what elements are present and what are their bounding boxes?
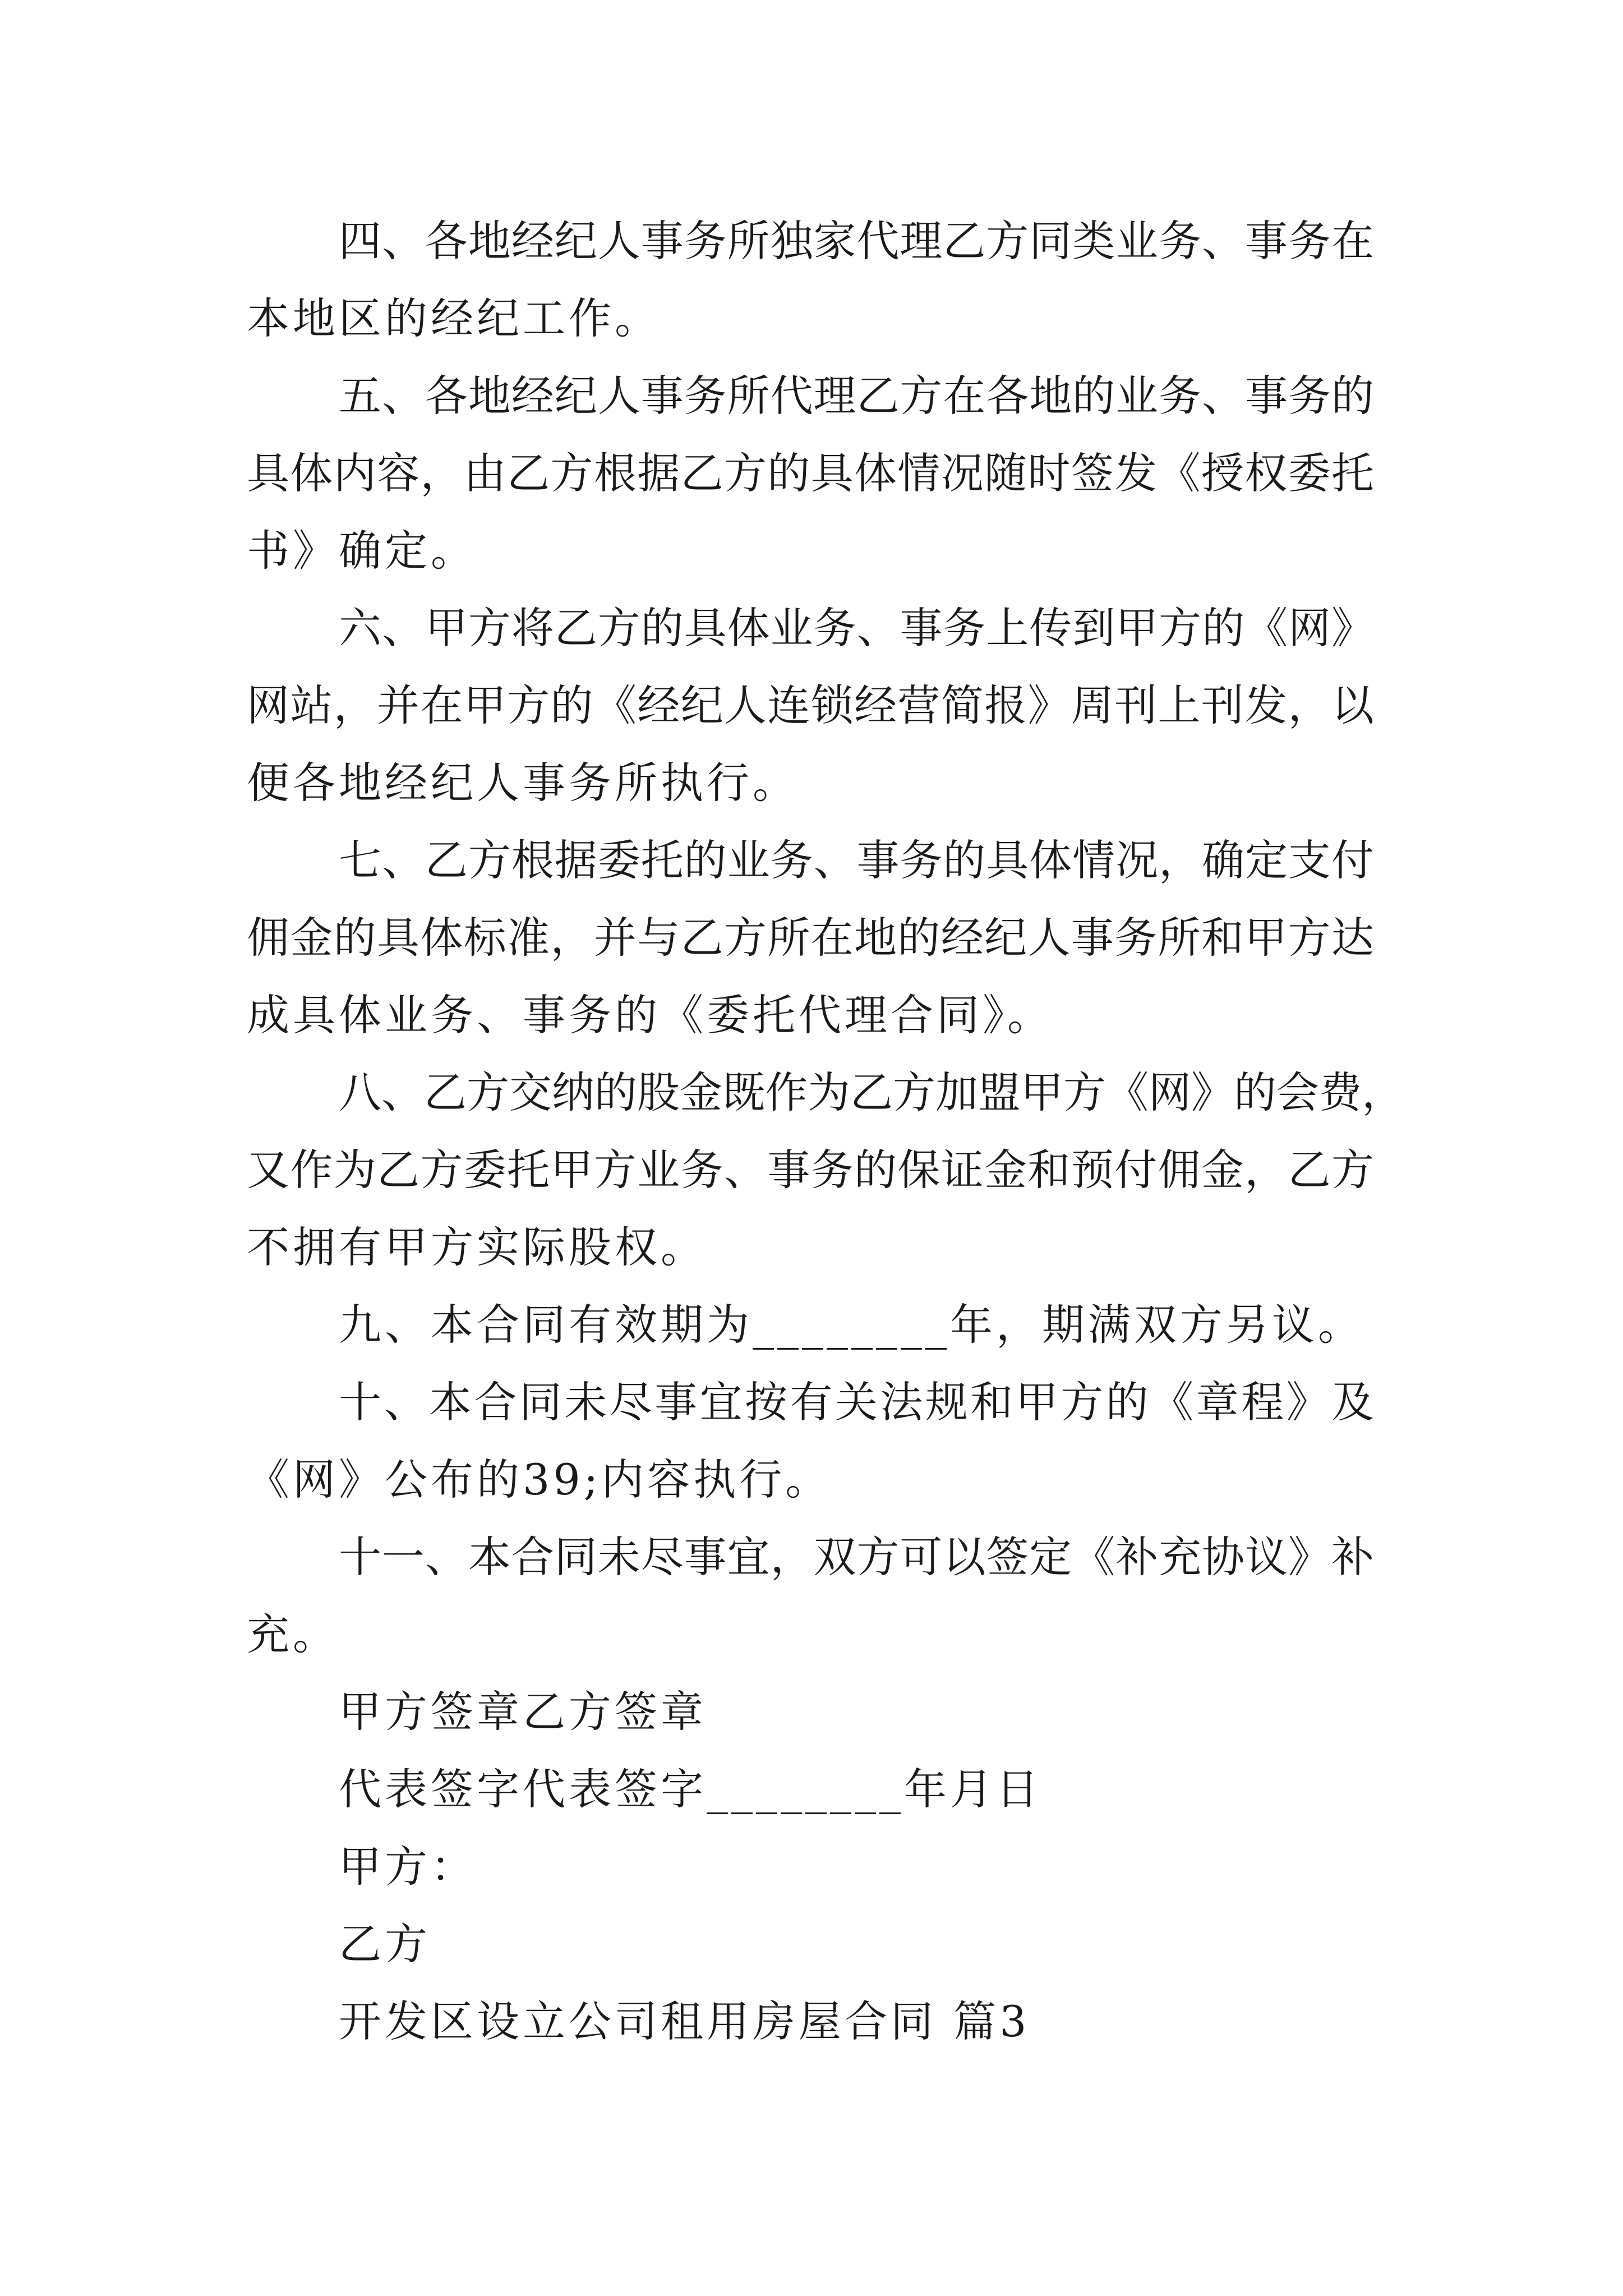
text-line: 六、甲方将乙方的具体业务、事务上传到甲方的《网》 <box>339 603 1374 653</box>
text-line: 甲方签章乙方签章 <box>339 1687 707 1737</box>
text-line: 甲方： <box>339 1842 477 1892</box>
text-line: 《网》公布的39;内容执行。 <box>247 1455 832 1504</box>
text-line: 九、本合同有效期为________年，期满双方另议。 <box>339 1300 1364 1350</box>
text-line: 具体内容，由乙方根据乙方的具体情况随时签发《授权委托 <box>247 448 1374 498</box>
text-line: 七、乙方根据委托的业务、事务的具体情况，确定支付 <box>339 835 1374 885</box>
text-line: 四、各地经纪人事务所独家代理乙方同类业务、事务在 <box>339 216 1374 266</box>
text-line: 便各地经纪人事务所执行。 <box>247 758 799 808</box>
text-line: 不拥有甲方实际股权。 <box>247 1222 707 1272</box>
text-line: 成具体业务、事务的《委托代理合同》。 <box>247 990 1053 1040</box>
text-line: 佣金的具体标准，并与乙方所在地的经纪人事务所和甲方达 <box>247 913 1374 963</box>
text-line: 充。 <box>247 1609 339 1659</box>
text-line: 十一、本合同未尽事宜，双方可以签定《补充协议》补 <box>339 1532 1374 1582</box>
text-line: 本地区的经纪工作。 <box>247 293 661 343</box>
text-line: 乙方 <box>339 1919 431 1969</box>
text-line: 代表签字代表签字________年月日 <box>339 1764 1042 1814</box>
text-line: 网站，并在甲方的《经纪人连锁经营简报》周刊上刊发，以 <box>247 680 1374 730</box>
text-line: 八、乙方交纳的股金既作为乙方加盟甲方《网》的会费， <box>339 1068 1404 1117</box>
text-line: 五、各地经纪人事务所代理乙方在各地的业务、事务的 <box>339 371 1374 421</box>
text-line: 十、本合同未尽事宜按有关法规和甲方的《章程》及 <box>339 1377 1374 1427</box>
section-heading: 开发区设立公司租用房屋合同 篇3 <box>339 1996 1030 2046</box>
text-line: 又作为乙方委托甲方业务、事务的保证金和预付佣金，乙方 <box>247 1145 1374 1195</box>
text-line: 书》确定。 <box>247 526 477 576</box>
